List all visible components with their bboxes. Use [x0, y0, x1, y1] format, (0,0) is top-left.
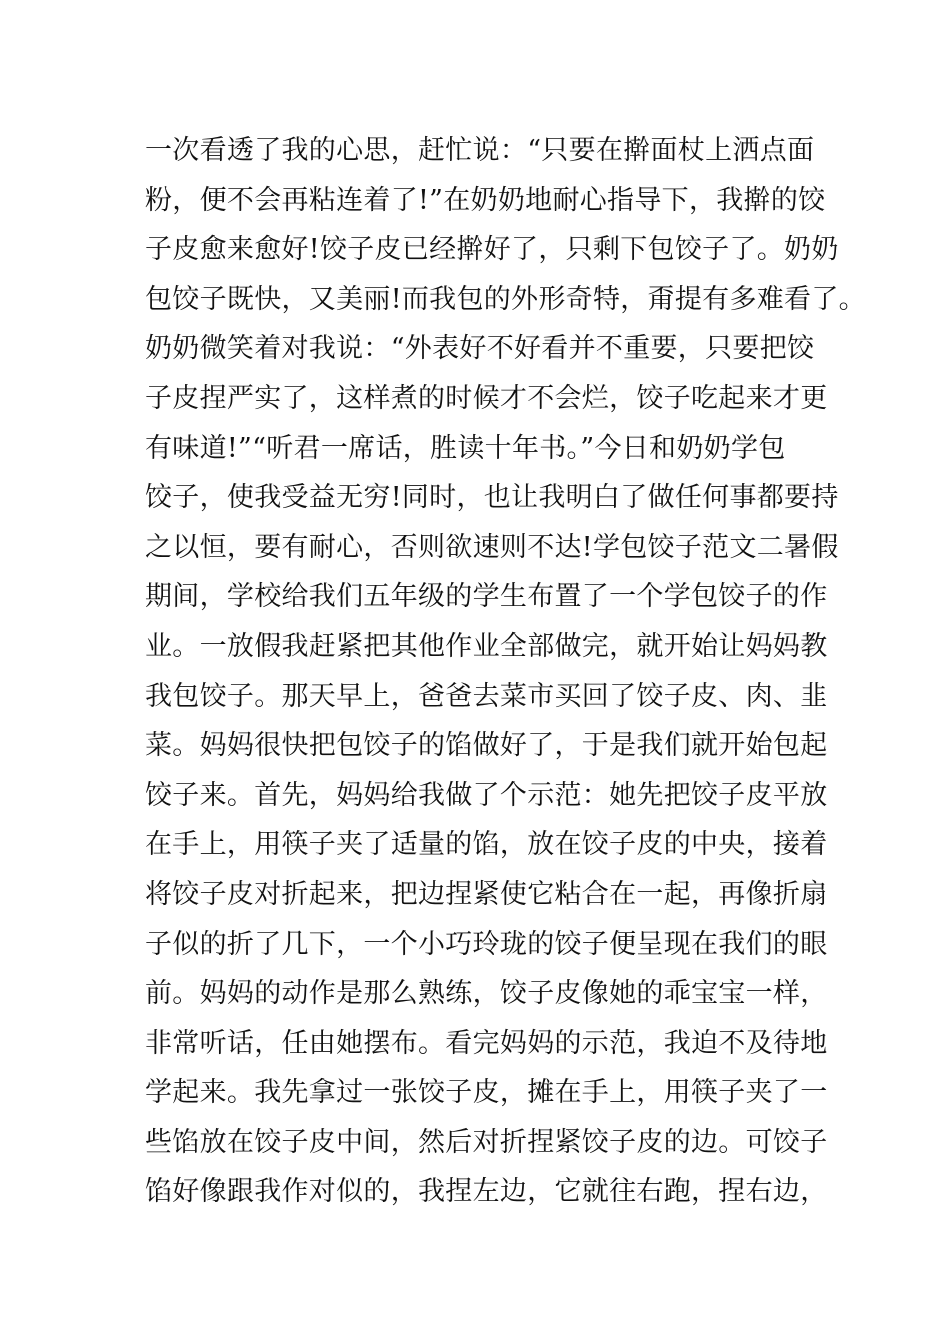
text-line: 将饺子皮对折起来，把边捏紧使它粘合在一起，再像折扇	[145, 878, 828, 910]
text-line: 子皮愈来愈好!饺子皮已经擀好了，只剩下包饺子了。奶奶	[145, 234, 839, 266]
text-line: 业。一放假我赶紧把其他作业全部做完，就开始让妈妈教	[145, 630, 828, 662]
text-line: 之以恒，要有耐心，否则欲速则不达!学包饺子范文二暑假	[145, 531, 839, 563]
text-line: 前。妈妈的动作是那么熟练，饺子皮像她的乖宝宝一样，	[145, 978, 828, 1010]
text-line: 学起来。我先拿过一张饺子皮，摊在手上，用筷子夹了一	[145, 1077, 828, 1109]
text-line: 子似的折了几下，一个小巧玲珑的饺子便呈现在我们的眼	[145, 928, 828, 960]
text-line: 期间，学校给我们五年级的学生布置了一个学包饺子的作	[145, 581, 828, 613]
text-line: 馅好像跟我作对似的，我捏左边，它就往右跑，捏右边，	[145, 1176, 828, 1208]
text-line: 有味道!”“听君一席话，胜读十年书。”今日和奶奶学包	[145, 432, 786, 464]
text-line: 奶奶微笑着对我说：“外表好不好看并不重要，只要把饺	[145, 333, 815, 365]
text-line: 在手上，用筷子夹了适量的馅，放在饺子皮的中央，接着	[145, 829, 828, 861]
text-line: 饺子，使我受益无穷!同时，也让我明白了做任何事都要持	[145, 482, 839, 514]
text-line: 一次看透了我的心思，赶忙说：“只要在擀面杖上洒点面	[145, 135, 815, 166]
text-line: 饺子来。首先，妈妈给我做了个示范：她先把饺子皮平放	[145, 779, 828, 811]
body-text	[145, 126, 866, 1217]
text-line: 些馅放在饺子皮中间，然后对折捏紧饺子皮的边。可饺子	[145, 1126, 828, 1158]
text-line: 非常听话，任由她摆布。看完妈妈的示范，我迫不及待地	[145, 1027, 828, 1059]
text-line: 子皮捏严实了，这样煮的时候才不会烂，饺子吃起来才更	[145, 382, 828, 414]
text-line: 我包饺子。那天早上，爸爸去菜市买回了饺子皮、肉、韭	[145, 680, 828, 712]
text-line: 菜。妈妈很快把包饺子的馅做好了，于是我们就开始包起	[145, 730, 828, 762]
text-line: 粉，便不会再粘连着了!”在奶奶地耐心指导下，我擀的饺	[145, 184, 826, 216]
text-line: 包饺子既快，又美丽!而我包的外形奇特，甭提有多难看了。	[145, 283, 866, 315]
